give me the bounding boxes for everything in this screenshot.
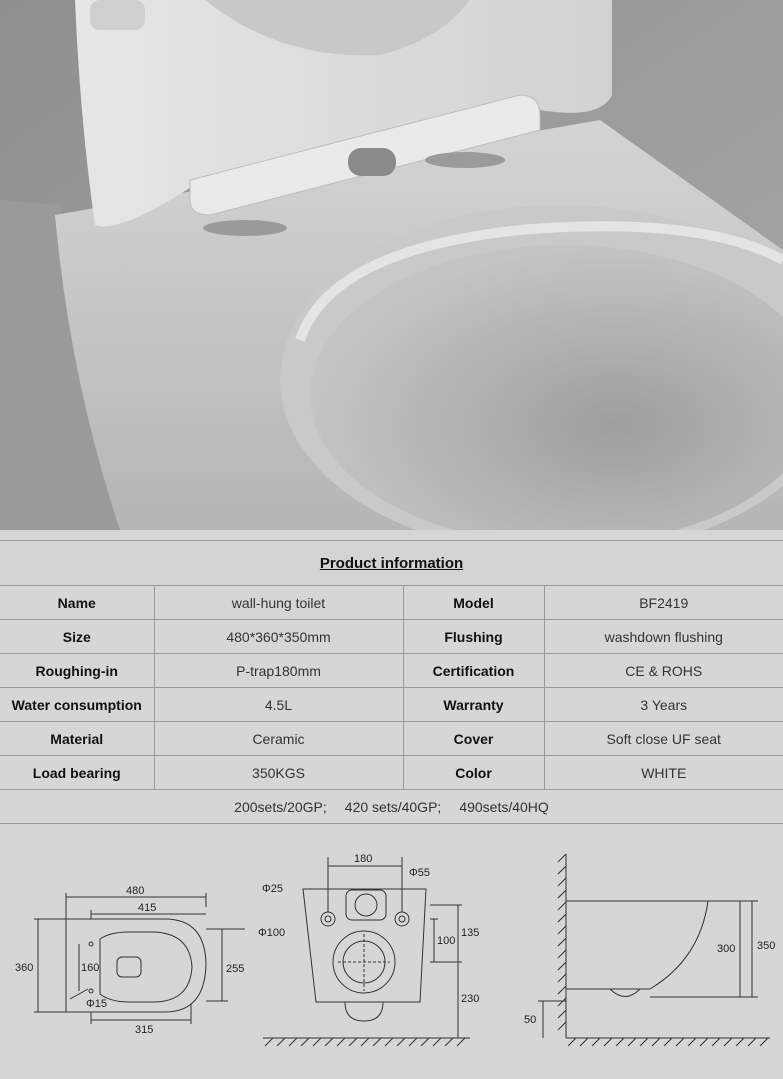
- dim-phi25: Φ25: [262, 883, 284, 895]
- spec-value: 4.5L: [154, 688, 403, 722]
- dim-50: 50: [524, 1014, 537, 1026]
- spec-value: wall-hung toilet: [154, 586, 403, 620]
- toilet-photo-illustration: [0, 0, 783, 530]
- dim-360: 360: [15, 962, 34, 974]
- spec-key: Size: [0, 620, 154, 654]
- spec-value: BF2419: [544, 586, 783, 620]
- product-info-header: [0, 540, 783, 586]
- table-row: [0, 620, 783, 654]
- dim-415: 415: [138, 902, 157, 914]
- spec-key: Roughing-in: [0, 654, 154, 688]
- table-row: [0, 688, 783, 722]
- spec-key: Name: [0, 586, 154, 620]
- spec-key: Load bearing: [0, 756, 154, 790]
- packing-20gp: 200sets/20GP;: [234, 798, 327, 815]
- spec-key: Model: [403, 586, 544, 620]
- spec-key: Water consumption: [0, 688, 154, 722]
- product-info-section: [0, 530, 783, 824]
- dim-180: 180: [354, 853, 373, 865]
- spec-value: washdown flushing: [544, 620, 783, 654]
- spec-value: 480*360*350mm: [154, 620, 403, 654]
- spec-key: Flushing: [403, 620, 544, 654]
- table-row: [0, 722, 783, 756]
- table-row: [0, 654, 783, 688]
- spec-value: Soft close UF seat: [544, 722, 783, 756]
- spec-key: Certification: [403, 654, 544, 688]
- dim-phi55: Φ55: [409, 867, 431, 879]
- dim-300: 300: [717, 943, 736, 955]
- spec-key: Cover: [403, 722, 544, 756]
- table-row: [0, 586, 783, 620]
- dim-315: 315: [135, 1024, 154, 1036]
- dim-100: 100: [437, 935, 456, 947]
- dimension-drawings: [0, 809, 783, 1074]
- dim-phi15: Φ15: [86, 998, 108, 1010]
- product-photo: [0, 0, 783, 530]
- dim-255: 255: [226, 963, 245, 975]
- spec-value: CE & ROHS: [544, 654, 783, 688]
- spec-table: [0, 586, 783, 790]
- packing-40gp: 420 sets/40GP;: [344, 798, 442, 815]
- spec-key: Color: [403, 756, 544, 790]
- table-row: [0, 756, 783, 790]
- packing-40hq: 490sets/40HQ: [459, 798, 549, 815]
- spec-key: Warranty: [403, 688, 544, 722]
- spec-value: 350KGS: [154, 756, 403, 790]
- dim-phi100: Φ100: [258, 927, 286, 939]
- spec-value: 3 Years: [544, 688, 783, 722]
- technical-drawings: [0, 809, 783, 1074]
- spec-key: Material: [0, 722, 154, 756]
- dim-230: 230: [461, 993, 480, 1005]
- spec-value: P-trap180mm: [154, 654, 403, 688]
- product-info-title: Product information: [319, 554, 464, 572]
- spec-value: Ceramic: [154, 722, 403, 756]
- dim-350: 350: [757, 940, 776, 952]
- spec-value: WHITE: [544, 756, 783, 790]
- front-view-drawing: [263, 857, 470, 1046]
- dim-135: 135: [461, 927, 480, 939]
- dim-480: 480: [126, 885, 145, 897]
- dim-160: 160: [81, 962, 100, 974]
